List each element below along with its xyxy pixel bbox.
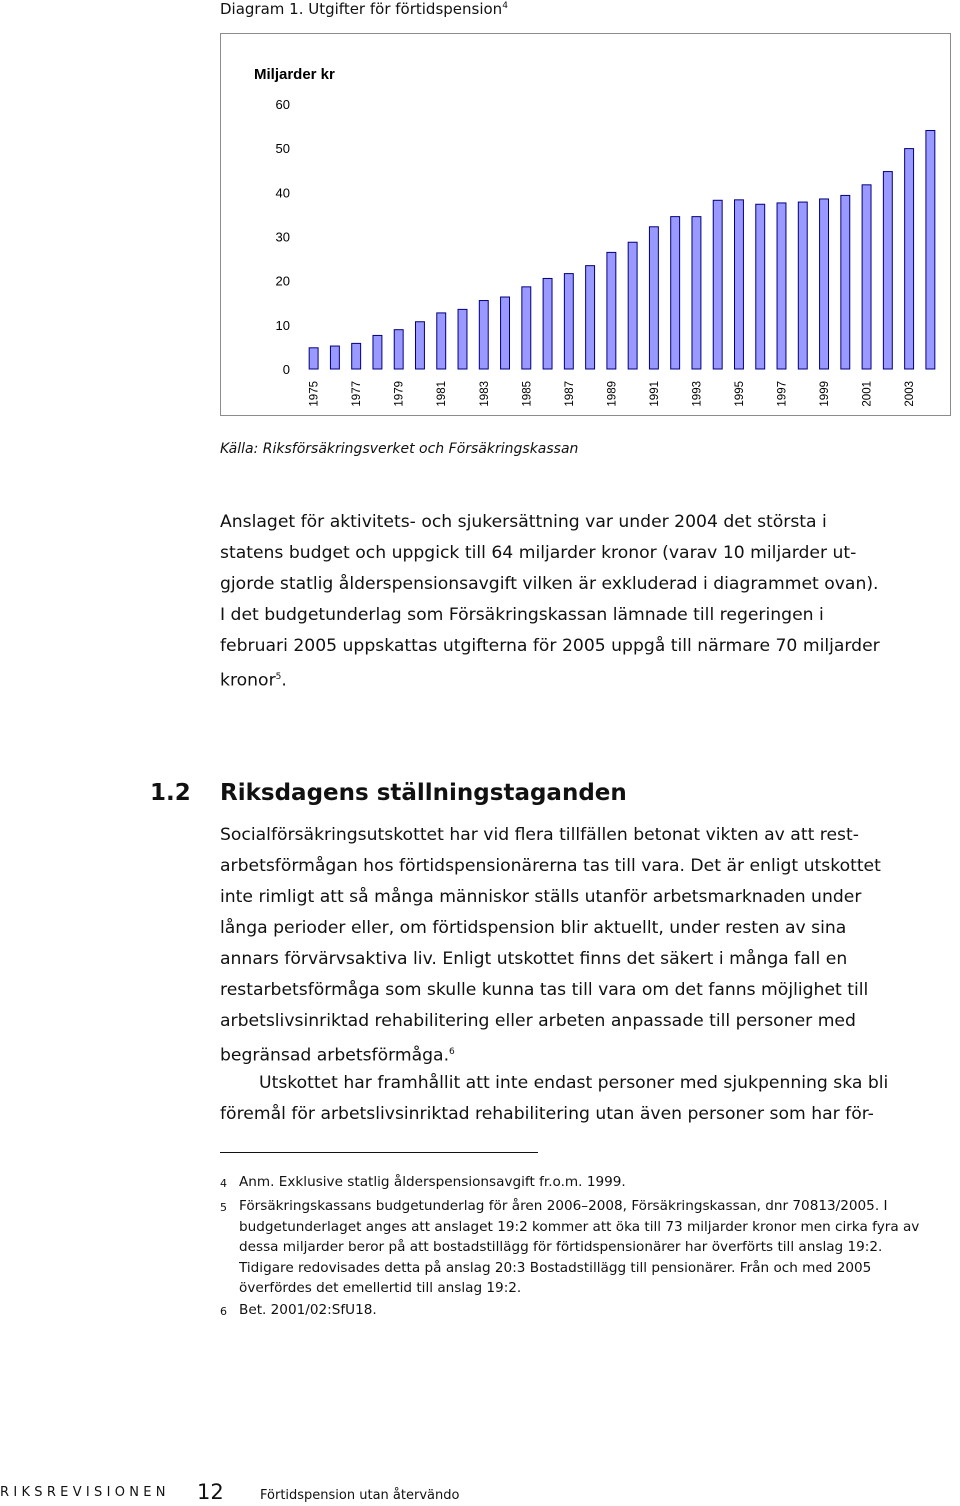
x-tick-label: 2003 [904, 381, 917, 407]
bar-1999 [820, 199, 829, 369]
y-tick-label: 50 [275, 141, 290, 157]
bar-1983 [479, 301, 488, 369]
bar-1978 [373, 335, 382, 369]
bar-2004 [926, 131, 935, 370]
footnote-ref[interactable]: 6 [449, 1047, 455, 1057]
bar-1998 [798, 202, 807, 369]
text-line [220, 1037, 960, 1072]
bar-1989 [607, 252, 616, 369]
x-tick-label: 1995 [733, 381, 746, 407]
x-tick-label: 1983 [478, 381, 491, 407]
x-tick-label: 2001 [861, 381, 874, 407]
bar-1981 [437, 313, 446, 369]
bar-1988 [586, 266, 595, 369]
bar-2002 [883, 172, 892, 369]
text-line: annars förvärvsaktiva liv. Enligt utskottet finns det säkert i många fall en [220, 949, 848, 969]
text-line: inte rimligt att så många människor ställs utanför arbetsmarknaden under [220, 887, 862, 907]
text-fragment: . [281, 670, 287, 691]
y-tick-label: 0 [282, 362, 290, 377]
text-line: I det budgetunderlag som Försäkringskassan lämnade till regeringen i [220, 605, 824, 625]
bar-1996 [756, 204, 765, 369]
bar-1984 [501, 297, 510, 369]
footnote-ref[interactable]: 5 [275, 672, 282, 682]
footnote-4 [239, 1172, 959, 1193]
bar-1976 [330, 346, 339, 369]
x-tick-label: 1981 [436, 381, 449, 407]
footnote-line: budgetunderlaget anges att anslaget 19:2 kommer att öka till 73 miljarder kronor men cirka fyra av [239, 1218, 920, 1235]
y-tick-label: 20 [275, 273, 290, 289]
chart-frame [220, 33, 951, 416]
text-fragment: begränsad arbetsförmåga. [220, 1045, 450, 1066]
page-number: 12 [197, 1480, 224, 1504]
bar-1977 [352, 343, 361, 369]
x-tick-label: 1975 [308, 381, 321, 407]
footer-title: Förtidspension utan återvändo [260, 1488, 460, 1503]
x-tick-label: 1997 [776, 381, 789, 407]
bar-1995 [735, 200, 744, 369]
bar-1992 [671, 217, 680, 369]
text-line: restarbetsförmåga som skulle kunna tas till vara om det fanns möjlighet till [220, 980, 869, 1000]
footnote-line: Försäkringskassans budgetunderlag för åren 2006–2008, Försäkringskassan, dnr 70813/2005. I [239, 1198, 888, 1214]
text-line: statens budget och uppgick till 64 miljarder kronor (varav 10 miljarder ut- [220, 543, 857, 563]
text-line: Socialförsäkringsutskottet har vid flera tillfällen betonat vikten av att rest- [220, 825, 859, 845]
footnote-number: 4 [220, 1177, 227, 1190]
y-tick-label: 10 [275, 317, 290, 333]
section-number: 1.2 [150, 780, 191, 806]
text-line: långa perioder eller, om förtidspension blir aktuellt, under resten av sina [220, 918, 847, 938]
footnote-line: Tidigare redovisades detta på anslag 20:3 Bostadstillägg till pensionärer. Från och med 2005 [239, 1259, 872, 1276]
footnote-line: Bet. 2001/02:SfU18. [239, 1302, 377, 1318]
bar-2003 [905, 149, 914, 369]
text-line: arbetslivsinriktad rehabilitering eller arbeten anpassade till personer med [220, 1011, 856, 1031]
x-tick-label: 1993 [691, 381, 704, 407]
text-line: Utskottet har framhållit att inte endast personer med sjukpenning ska bli [259, 1073, 889, 1093]
bar-1980 [416, 322, 425, 369]
x-tick-label: 1999 [819, 381, 832, 407]
x-tick-label: 1991 [648, 381, 661, 407]
bar-1991 [649, 227, 658, 369]
footnote-6 [239, 1300, 959, 1321]
bar-1979 [394, 330, 403, 369]
bar-1993 [692, 217, 701, 369]
text-line: arbetsförmågan hos förtidspensionärerna tas till vara. Det är enligt utskottet [220, 856, 881, 876]
x-tick-label: 1977 [351, 381, 364, 407]
text-fragment: kronor [220, 670, 276, 691]
footnote-ref[interactable]: 4 [502, 1, 508, 11]
footer-brand: RIKSREVISIONEN [0, 1485, 170, 1500]
y-tick-label: 40 [275, 185, 290, 201]
paragraph-3 [220, 820, 960, 1072]
x-tick-label: 1987 [563, 381, 576, 407]
bar-1985 [522, 287, 531, 369]
chart-source: Källa: Riksförsäkringsverket och Försäkringskassan [220, 441, 579, 457]
paragraph-1 [220, 507, 960, 600]
bar-2001 [862, 185, 871, 369]
section-heading: Riksdagens ställningstaganden [220, 780, 627, 806]
chart-title: Miljarder kr [254, 66, 335, 83]
paragraph-4 [220, 1068, 960, 1130]
text-line: föremål för arbetslivsinriktad rehabilitering utan även personer som har för- [220, 1104, 874, 1124]
x-tick-label: 1979 [393, 381, 406, 407]
diagram-title-text: Diagram 1. Utgifter för förtidspension [220, 0, 503, 18]
footnote-line: överfördes det emellertid till anslag 19:2. [239, 1280, 522, 1296]
bar-1987 [564, 274, 573, 369]
x-tick-label: 1989 [606, 381, 619, 407]
text-line [220, 662, 960, 697]
bar-1975 [309, 348, 318, 369]
bar-1997 [777, 203, 786, 369]
bar-1990 [628, 242, 637, 369]
footnote-line: dessa miljarder beror på att bostadstillägg för förtidspensionärer har överförts till anslag 19:2. [239, 1239, 883, 1255]
text-line: Anslaget för aktivitets- och sjukersättning var under 2004 det största i [220, 512, 827, 532]
footnote-number: 5 [220, 1201, 227, 1214]
footnote-divider [220, 1152, 538, 1153]
bar-1982 [458, 309, 467, 369]
diagram-title [220, 0, 508, 18]
footnote-number: 6 [220, 1305, 227, 1318]
text-line: gjorde statlig ålderspensionsavgift vilken är exkluderad i diagrammet ovan). [220, 574, 879, 594]
paragraph-2 [220, 600, 960, 697]
y-tick-label: 60 [275, 97, 290, 112]
bar-1994 [713, 200, 722, 369]
footnote-5 [239, 1196, 959, 1299]
bar-2000 [841, 195, 850, 369]
footnote-line: Anm. Exklusive statlig ålderspensionsavgift fr.o.m. 1999. [239, 1174, 626, 1190]
bar-chart [221, 34, 952, 417]
x-tick-label: 1985 [521, 381, 534, 407]
bar-1986 [543, 278, 552, 369]
text-line: februari 2005 uppskattas utgifterna för 2005 uppgå till närmare 70 miljarder [220, 636, 880, 656]
y-tick-label: 30 [275, 229, 290, 245]
